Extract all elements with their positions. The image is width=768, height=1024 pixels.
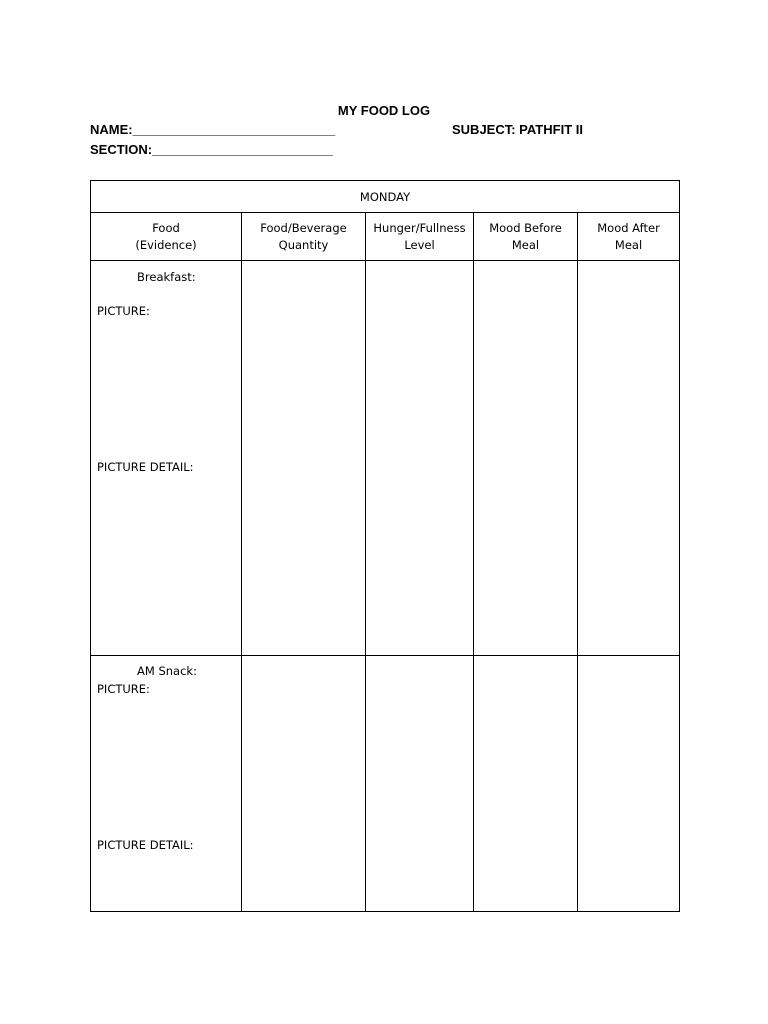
breakfast-picture-label: PICTURE: xyxy=(97,304,150,318)
column-header-mood-before-line1: Mood Before xyxy=(489,220,562,235)
column-header-mood-after xyxy=(578,213,680,261)
breakfast-hunger-cell[interactable] xyxy=(366,261,474,656)
am-snack-food-cell[interactable] xyxy=(91,656,242,912)
food-log-table xyxy=(90,180,680,912)
column-header-quantity-line1: Food/Beverage xyxy=(260,220,347,235)
column-header-food xyxy=(91,213,242,261)
column-header-hunger-line1: Hunger/Fullness xyxy=(373,220,466,235)
am-snack-mood-before-cell[interactable] xyxy=(474,656,578,912)
subject-line: SUBJECT: PATHFIT II xyxy=(452,122,583,137)
am-snack-label: AM Snack: xyxy=(137,664,197,678)
document-title: MY FOOD LOG xyxy=(337,103,431,118)
am-snack-picture-label: PICTURE: xyxy=(97,682,150,696)
column-header-food-line1: Food xyxy=(152,220,180,235)
day-header-row xyxy=(91,181,680,213)
column-header-mood-before xyxy=(474,213,578,261)
breakfast-quantity-cell[interactable] xyxy=(242,261,366,656)
am-snack-picture-detail-label: PICTURE DETAIL: xyxy=(97,838,194,852)
am-snack-mood-after-cell[interactable] xyxy=(578,656,680,912)
day-header: MONDAY xyxy=(91,181,680,213)
column-header-mood-after-line2: Meal xyxy=(614,237,643,252)
column-header-mood-after-line1: Mood After xyxy=(597,220,660,235)
column-header-quantity-line2: Quantity xyxy=(278,237,329,252)
column-header-row xyxy=(91,213,680,261)
table-row-am-snack xyxy=(91,656,680,912)
column-header-quantity xyxy=(242,213,366,261)
column-header-mood-before-line2: Meal xyxy=(511,237,540,252)
column-header-hunger-line2: Level xyxy=(404,237,435,252)
breakfast-mood-after-cell[interactable] xyxy=(578,261,680,656)
breakfast-picture-detail-label: PICTURE DETAIL: xyxy=(97,460,194,474)
breakfast-label: Breakfast: xyxy=(137,270,196,284)
am-snack-hunger-cell[interactable] xyxy=(366,656,474,912)
am-snack-quantity-cell[interactable] xyxy=(242,656,366,912)
column-header-hunger xyxy=(366,213,474,261)
breakfast-food-cell[interactable] xyxy=(91,261,242,656)
breakfast-mood-before-cell[interactable] xyxy=(474,261,578,656)
table-row-breakfast xyxy=(91,261,680,656)
section-field-line: SECTION:_________________________ xyxy=(90,142,333,157)
column-header-food-line2: (Evidence) xyxy=(135,237,197,252)
name-field-line: NAME:____________________________ xyxy=(90,122,336,137)
